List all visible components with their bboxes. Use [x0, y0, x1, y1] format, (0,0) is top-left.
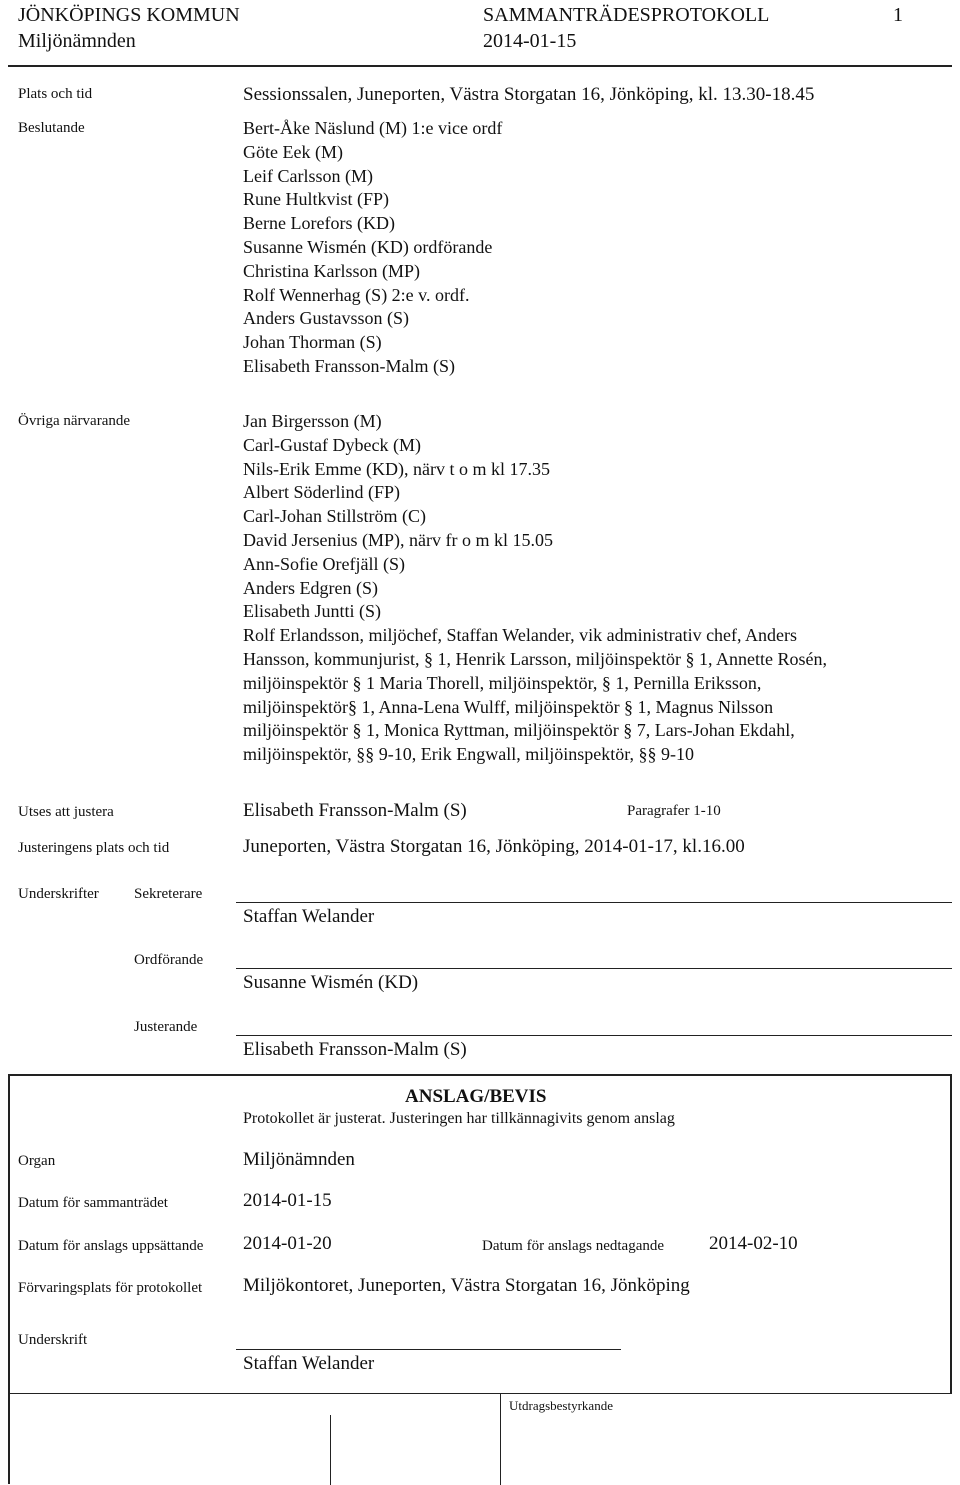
- extract-label: Utdragsbestyrkande: [509, 1398, 613, 1413]
- org-name: JÖNKÖPINGS KOMMUN: [18, 4, 240, 26]
- notice-text: Protokollet är justerat. Justeringen har tillkännagivits genom anslag: [243, 1110, 675, 1127]
- list-item: Ann-Sofie Orefjäll (S): [243, 553, 405, 574]
- secretary-name: Staffan Welander: [243, 906, 375, 927]
- list-item: Nils-Erik Emme (KD), närv t o m kl 17.35: [243, 458, 550, 479]
- list-item: Elisabeth Fransson-Malm (S): [243, 355, 455, 376]
- notice-box-top-border: [8, 1074, 952, 1076]
- document-type: SAMMANTRÄDESPROTOKOLL: [483, 4, 770, 26]
- list-item: Anders Gustavsson (S): [243, 308, 409, 329]
- storage-label: Förvaringsplats för protokollet: [18, 1280, 203, 1296]
- posted-date-label: Datum för anslags uppsättande: [18, 1238, 204, 1254]
- list-item: Leif Carlsson (M): [243, 165, 373, 186]
- header-divider: [8, 65, 952, 67]
- list-item: miljöinspektör § 1 Maria Thorell, miljöinspektör, § 1, Pernilla Eriksson,: [243, 672, 762, 693]
- list-item: Christina Karlsson (MP): [243, 260, 420, 281]
- list-item: miljöinspektör § 1, Monica Ryttman, miljöinspektör § 7, Lars-Johan Ekdahl,: [243, 720, 795, 741]
- notice-box-right-border: [950, 1074, 952, 1394]
- list-item: Rune Hultkvist (FP): [243, 189, 390, 210]
- list-item: Rolf Wennerhag (S) 2:e v. ordf.: [243, 284, 470, 305]
- list-item: Susanne Wismén (KD) ordförande: [243, 236, 493, 257]
- meeting-date-label: Datum för sammanträdet: [18, 1195, 168, 1211]
- chair-label: Ordförande: [134, 952, 204, 968]
- secretary-label: Sekreterare: [134, 886, 203, 902]
- list-item: Johan Thorman (S): [243, 332, 382, 353]
- list-item: Berne Lorefors (KD): [243, 213, 395, 234]
- page-number: 1: [893, 4, 903, 26]
- list-item: Carl-Gustaf Dybeck (M): [243, 434, 421, 455]
- list-item: Elisabeth Juntti (S): [243, 601, 381, 622]
- list-item: Anders Edgren (S): [243, 577, 378, 598]
- place-label: Plats och tid: [18, 86, 93, 102]
- list-item: Albert Söderlind (FP): [243, 482, 400, 503]
- others-label: Övriga närvarande: [18, 413, 131, 429]
- signature-line: [236, 1349, 621, 1350]
- signature-name: Staffan Welander: [243, 1353, 375, 1374]
- adjuster-name: Elisabeth Fransson-Malm (S): [243, 1039, 467, 1060]
- list-item: Bert-Åke Näslund (M) 1:e vice ordf: [243, 118, 503, 138]
- place-value: Sessionssalen, Juneporten, Västra Storgatan 16, Jönköping, kl. 13.30-18.45: [243, 84, 815, 105]
- deciding-members-list: [243, 117, 502, 379]
- removed-date-value: 2014-02-10: [709, 1233, 798, 1254]
- chair-name: Susanne Wismén (KD): [243, 972, 419, 993]
- removed-date-label: Datum för anslags nedtagande: [482, 1238, 665, 1254]
- adjustment-place-value: Juneporten, Västra Storgatan 16, Jönköping, 2014-01-17, kl.16.00: [243, 836, 745, 857]
- signatures-label: Underskrifter: [18, 886, 99, 902]
- list-item: Rolf Erlandsson, miljöchef, Staffan Welander, vik administrativ chef, Anders: [243, 625, 798, 646]
- adjuster-appointed-value: Elisabeth Fransson-Malm (S): [243, 800, 467, 821]
- deciding-label: Beslutande: [18, 120, 85, 136]
- organ-label: Organ: [18, 1153, 56, 1169]
- notice-title: ANSLAG/BEVIS: [405, 1086, 547, 1107]
- extract-column-divider: [500, 1393, 501, 1485]
- list-item: miljöinspektör, §§ 9-10, Erik Engwall, miljöinspektör, §§ 9-10: [243, 744, 695, 765]
- extract-inner-divider: [330, 1415, 331, 1485]
- meeting-date: 2014-01-15: [483, 30, 577, 52]
- list-item: Göte Eek (M): [243, 141, 343, 162]
- adjuster-signature-line: [236, 1035, 952, 1036]
- signature-label: Underskrift: [18, 1332, 88, 1348]
- list-item: Carl-Johan Stillström (C): [243, 506, 426, 527]
- organ-value: Miljönämnden: [243, 1149, 355, 1170]
- adjuster-label: Justerande: [134, 1019, 198, 1035]
- meeting-date-value: 2014-01-15: [243, 1190, 332, 1211]
- list-item: miljöinspektör§ 1, Anna-Lena Wulff, miljöinspektör § 1, Magnus Nilsson: [243, 696, 774, 717]
- paragraphs-range: Paragrafer 1-10: [627, 803, 721, 819]
- adjustment-place-label: Justeringens plats och tid: [18, 840, 170, 856]
- notice-box-left-border: [8, 1074, 10, 1484]
- secretary-signature-line: [236, 902, 952, 903]
- adjuster-appointed-label: Utses att justera: [18, 804, 114, 820]
- list-item: David Jersenius (MP), närv fr o m kl 15.05: [243, 529, 553, 550]
- committee-name: Miljönämnden: [18, 30, 136, 52]
- others-members-list: [243, 410, 827, 767]
- posted-date-value: 2014-01-20: [243, 1233, 332, 1254]
- notice-bottom-divider: [8, 1393, 952, 1394]
- list-item: Hansson, kommunjurist, § 1, Henrik Larsson, miljöinspektör § 1, Annette Rosén,: [243, 648, 827, 669]
- storage-value: Miljökontoret, Juneporten, Västra Storgatan 16, Jönköping: [243, 1275, 690, 1296]
- chair-signature-line: [236, 968, 952, 969]
- list-item: Jan Birgersson (M): [243, 411, 382, 431]
